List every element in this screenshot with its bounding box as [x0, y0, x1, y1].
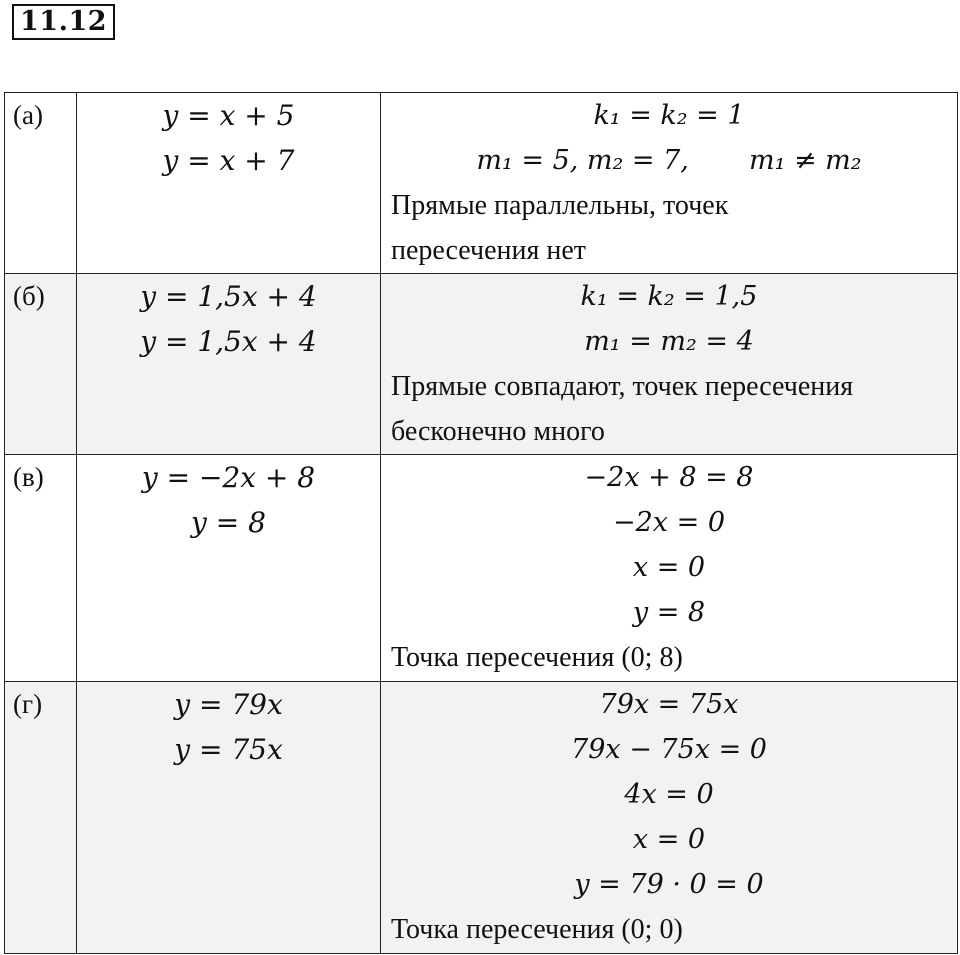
solution-table [4, 92, 958, 954]
solution-step: 79x − 75x = 0 [571, 734, 767, 765]
conclusion-line: пересечения нет [391, 235, 587, 266]
equations-cell [77, 274, 381, 455]
equation: y = 1,5x + 4 [140, 280, 317, 313]
solution-step: 79x = 75x [599, 689, 739, 720]
conclusion-line: Точка пересечения (0; 8) [391, 642, 683, 673]
solution-step: m₁ = m₂ = 4 [584, 326, 754, 357]
equations-cell [77, 682, 381, 954]
row-label: (г) [13, 689, 43, 719]
solution-step: y = 8 [632, 597, 706, 628]
row-label: (б) [13, 281, 45, 311]
row-label-cell [5, 93, 77, 274]
solution-step: x = 0 [632, 824, 706, 855]
equations-cell [77, 93, 381, 274]
equations-cell [77, 455, 381, 682]
solution-cell [381, 455, 958, 682]
row-label: (в) [13, 462, 44, 492]
equation: y = 8 [191, 506, 266, 539]
solution-step: m₁ = 5, m₂ = 7, m₁ ≠ m₂ [476, 145, 862, 176]
solution-step: 4x = 0 [624, 779, 714, 810]
equation: y = −2x + 8 [141, 461, 316, 494]
row-label-cell [5, 274, 77, 455]
solution-step: x = 0 [632, 552, 706, 583]
solution-cell [381, 93, 958, 274]
equation: y = 79x [174, 688, 283, 721]
table-row [5, 274, 958, 455]
table-row [5, 93, 958, 274]
equation: y = x + 7 [162, 144, 295, 177]
table-row [5, 455, 958, 682]
problem-number: 11.12 [12, 4, 115, 40]
conclusion-line: Прямые совпадают, точек пересечения [391, 371, 854, 402]
equation: y = 75x [174, 733, 283, 766]
conclusion-line: Прямые параллельны, точек [391, 190, 729, 221]
solution-step: −2x = 0 [613, 507, 725, 538]
solution-cell [381, 274, 958, 455]
solution-step: k₁ = k₂ = 1 [593, 100, 745, 131]
row-label: (а) [13, 100, 43, 130]
equation: y = x + 5 [162, 99, 295, 132]
conclusion-line: Точка пересечения (0; 0) [391, 914, 683, 945]
conclusion-line: бесконечно много [391, 416, 605, 447]
equation: y = 1,5x + 4 [140, 325, 317, 358]
solution-step: k₁ = k₂ = 1,5 [580, 281, 758, 312]
table-row [5, 682, 958, 954]
solution-step: −2x + 8 = 8 [584, 462, 754, 493]
row-label-cell [5, 682, 77, 954]
row-label-cell [5, 455, 77, 682]
solution-step: y = 79 · 0 = 0 [574, 869, 764, 900]
solution-cell [381, 682, 958, 954]
